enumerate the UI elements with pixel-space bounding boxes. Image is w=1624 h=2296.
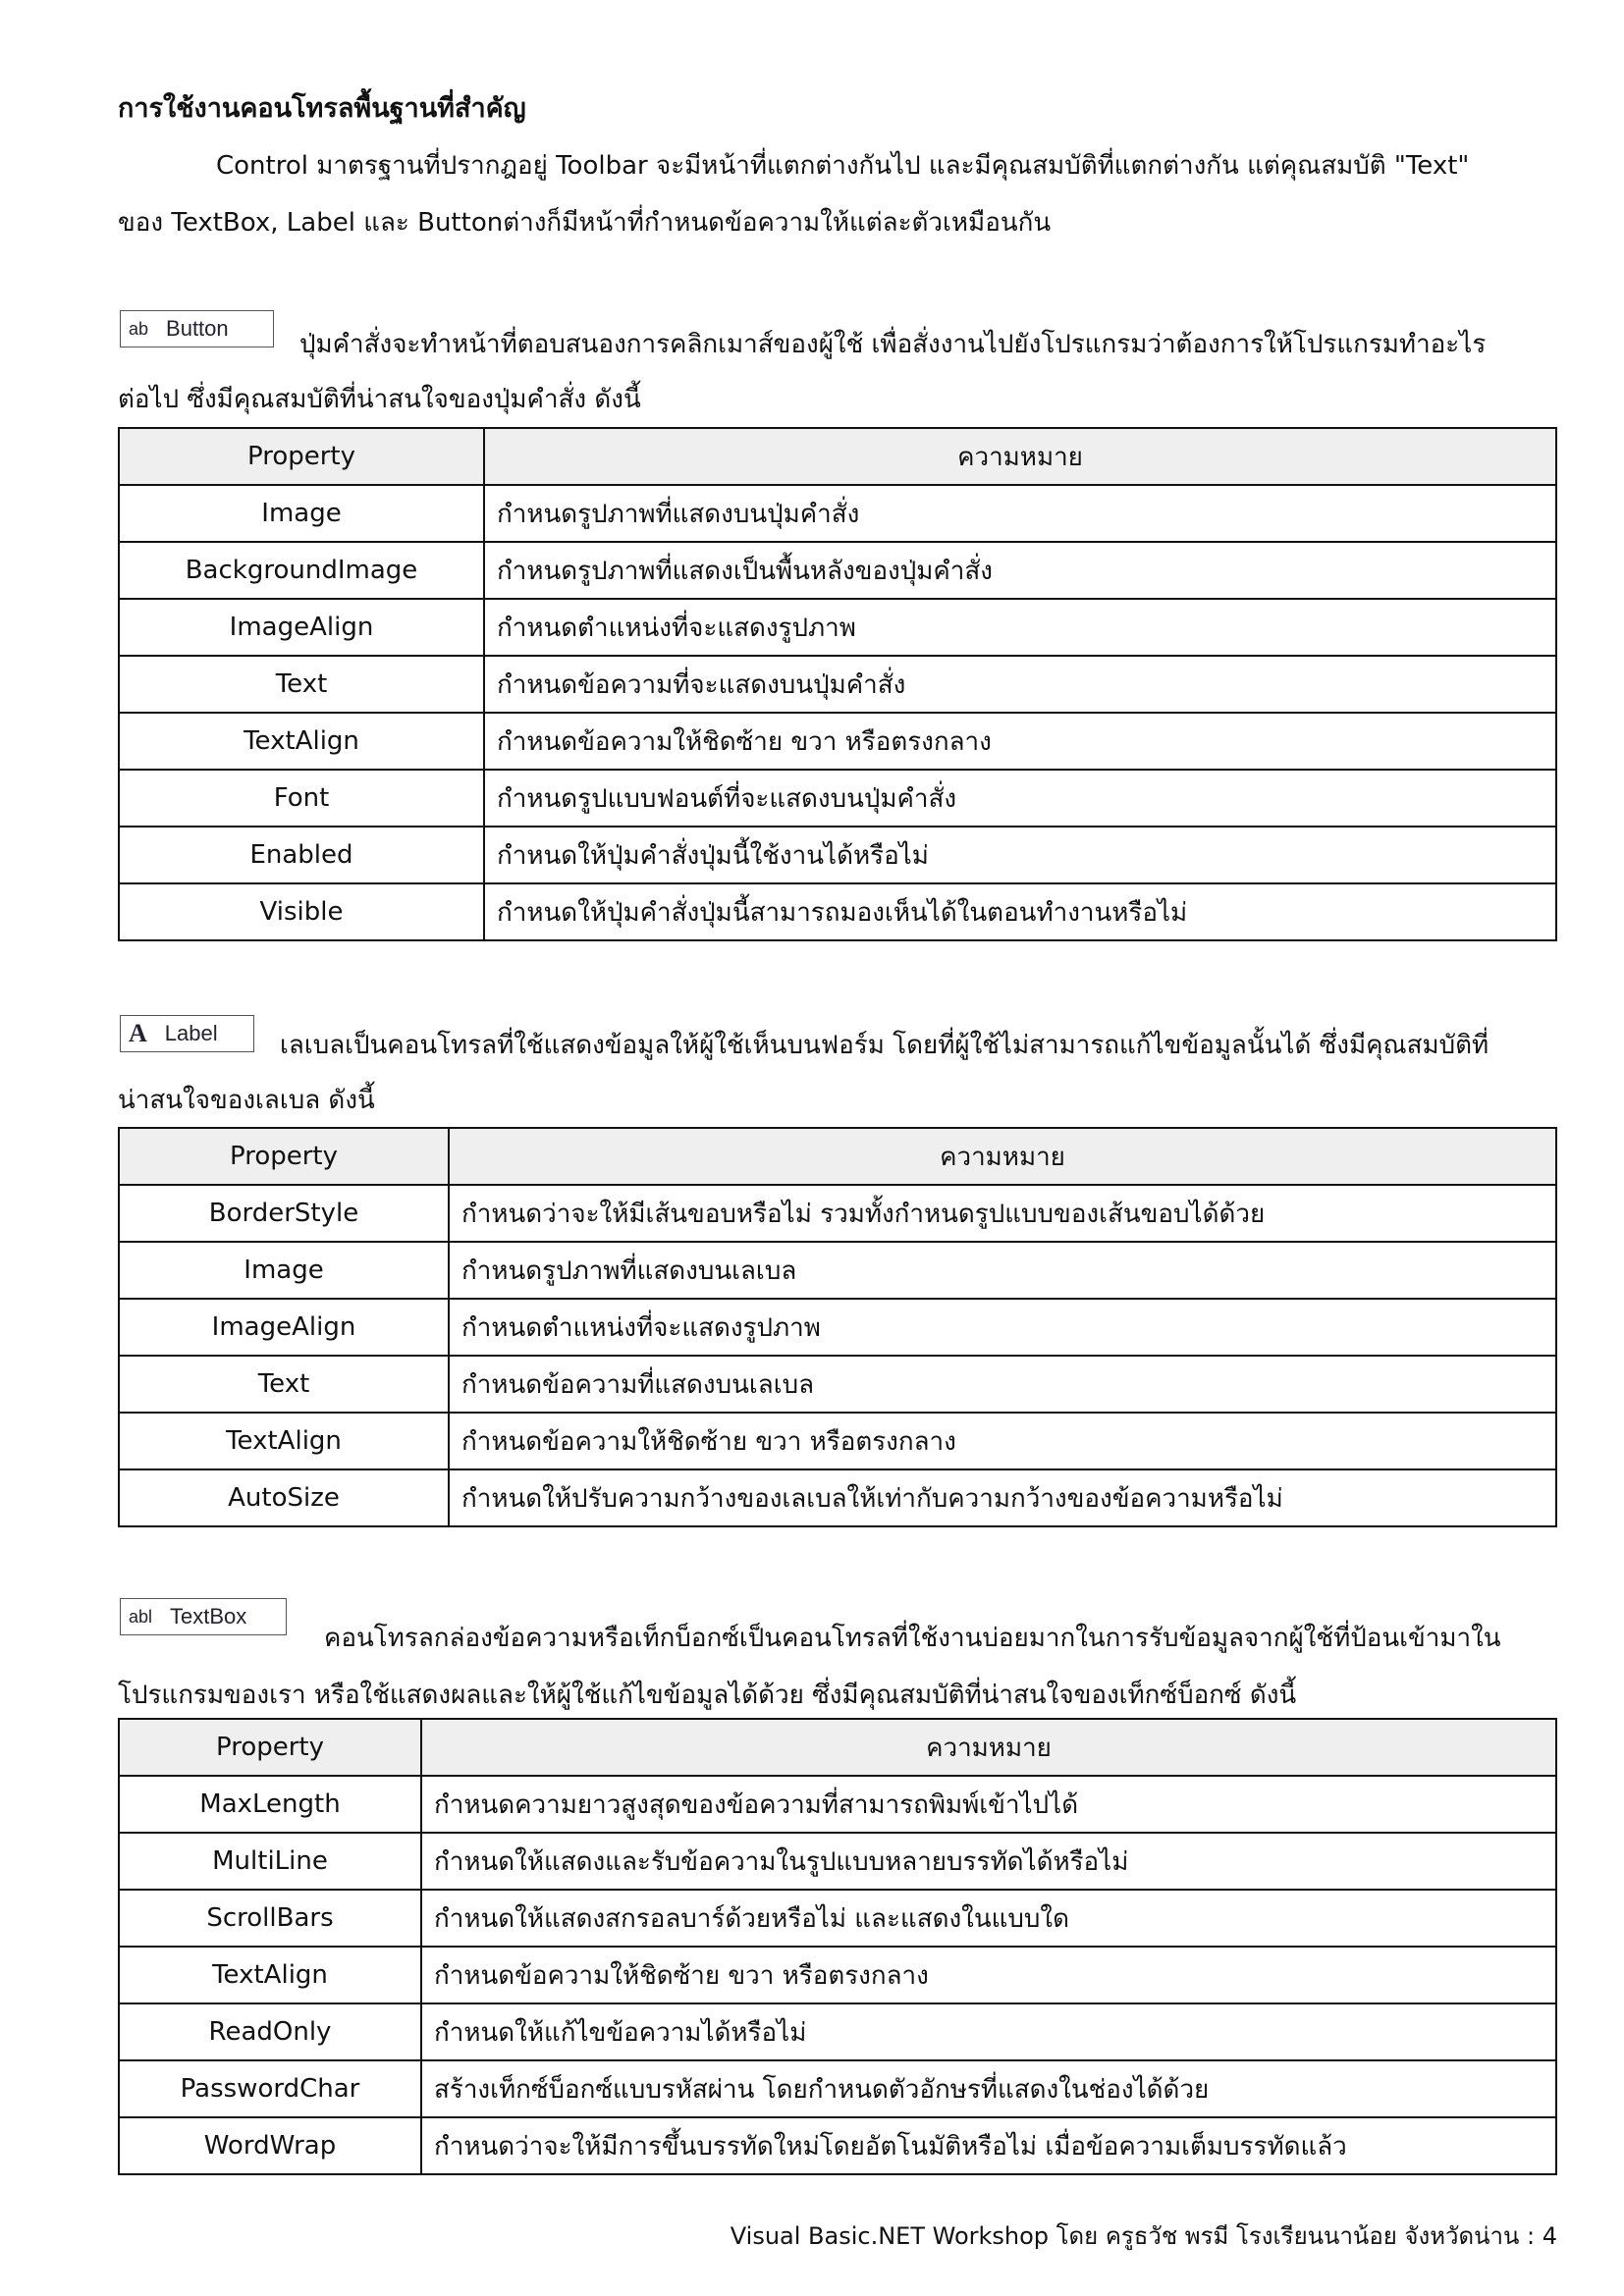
property-name: BackgroundImage: [119, 542, 484, 599]
property-name: Visible: [119, 883, 484, 940]
property-meaning: กำหนดรูปภาพที่แสดงบนเลเบล: [449, 1242, 1556, 1299]
col-header-meaning: ความหมาย: [484, 428, 1556, 485]
table-row: [119, 1299, 1556, 1356]
property-name: MultiLine: [119, 1833, 421, 1890]
property-name: TextAlign: [119, 1947, 421, 2003]
table-row: [119, 599, 1556, 656]
property-meaning: กำหนดข้อความที่แสดงบนเลเบล: [449, 1356, 1556, 1413]
property-name: Text: [119, 1356, 449, 1413]
table-row: [119, 1242, 1556, 1299]
table-row: [119, 485, 1556, 542]
table-row: [119, 2060, 1556, 2117]
table-row: [119, 1413, 1556, 1469]
table-row: [119, 1833, 1556, 1890]
property-name: PasswordChar: [119, 2060, 421, 2117]
table-row: [119, 713, 1556, 770]
property-name: ImageAlign: [119, 1299, 449, 1356]
property-name: Font: [119, 770, 484, 827]
table-header-row: [119, 1128, 1556, 1185]
col-header-property: Property: [119, 1719, 421, 1776]
property-meaning: กำหนดรูปภาพที่แสดงบนปุ่มคำสั่ง: [484, 485, 1556, 542]
property-meaning: กำหนดว่าจะให้มีเส้นขอบหรือไม่ รวมทั้งกำหนดรูปแบบของเส้นขอบได้ด้วย: [449, 1185, 1556, 1242]
table-header-row: [119, 1719, 1556, 1776]
property-name: WordWrap: [119, 2117, 421, 2174]
property-meaning: กำหนดให้แก้ไขข้อความได้หรือไม่: [421, 2003, 1556, 2060]
col-header-meaning: ความหมาย: [449, 1128, 1556, 1185]
property-name: BorderStyle: [119, 1185, 449, 1242]
label-property-table: [118, 1127, 1557, 1527]
property-meaning: กำหนดรูปภาพที่แสดงเป็นพื้นหลังของปุ่มคำสั่ง: [484, 542, 1556, 599]
property-meaning: กำหนดว่าจะให้มีการขึ้นบรรทัดใหม่โดยอัตโนมัติหรือไม่ เมื่อข้อความเต็มบรรทัดแล้ว: [421, 2117, 1556, 2174]
table-row: [119, 827, 1556, 883]
property-meaning: กำหนดข้อความที่จะแสดงบนปุ่มคำสั่ง: [484, 656, 1556, 713]
property-meaning: สร้างเท็กซ์บ็อกซ์แบบรหัสผ่าน โดยกำหนดตัวอักษรที่แสดงในช่องได้ด้วย: [421, 2060, 1556, 2117]
table-row: [119, 770, 1556, 827]
textbox-desc-1: คอนโทรลกล่องข้อความหรือเท็กบ็อกซ์เป็นคอนโทรลที่ใช้งานบ่อยมากในการรับข้อมูลจากผู้ใช้ที่ป้อนเข้ามาใน: [324, 1624, 1501, 1653]
intro-line-2: ของ TextBox, Label และ Buttonต่างก็มีหน้าที่กำหนดข้อความให้แต่ละตัวเหมือนกัน: [118, 208, 1052, 238]
property-name: Image: [119, 485, 484, 542]
property-name: ScrollBars: [119, 1890, 421, 1947]
property-meaning: กำหนดความยาวสูงสุดของข้อความที่สามารถพิมพ์เข้าไปได้: [421, 1776, 1556, 1833]
button-control-icon: ab Button: [120, 310, 274, 347]
property-meaning: กำหนดตำแหน่งที่จะแสดงรูปภาพ: [484, 599, 1556, 656]
table-row: [119, 1185, 1556, 1242]
table-row: [119, 1890, 1556, 1947]
property-name: Text: [119, 656, 484, 713]
button-desc-2: ต่อไป ซึ่งมีคุณสมบัติที่น่าสนใจของปุ่มคำสั่ง ดังนี้: [118, 385, 641, 414]
property-meaning: กำหนดให้แสดงและรับข้อความในรูปแบบหลายบรรทัดได้หรือไม่: [421, 1833, 1556, 1890]
table-row: [119, 542, 1556, 599]
page-footer: Visual Basic.NET Workshop โดย ครูธวัช พรมี โรงเรียนนาน้อย จังหวัดน่าน : 4: [730, 2222, 1557, 2250]
property-name: ReadOnly: [119, 2003, 421, 2060]
property-meaning: กำหนดข้อความให้ชิดซ้าย ขวา หรือตรงกลาง: [484, 713, 1556, 770]
property-name: Image: [119, 1242, 449, 1299]
property-meaning: กำหนดให้ปรับความกว้างของเลเบลให้เท่ากับความกว้างของข้อความหรือไม่: [449, 1469, 1556, 1526]
section-heading: การใช้งานคอนโทรลพื้นฐานที่สำคัญ: [118, 93, 526, 124]
col-header-meaning: ความหมาย: [421, 1719, 1556, 1776]
table-row: [119, 1776, 1556, 1833]
property-meaning: กำหนดให้ปุ่มคำสั่งปุ่มนี้ใช้งานได้หรือไม่: [484, 827, 1556, 883]
property-name: AutoSize: [119, 1469, 449, 1526]
label-desc-1: เลเบลเป็นคอนโทรลที่ใช้แสดงข้อมูลให้ผู้ใช้เห็นบนฟอร์ม โดยที่ผู้ใช้ไม่สามารถแก้ไขข้อมูลนั้นได้ ซึ่งมีคุณสมบัติที่: [280, 1031, 1489, 1060]
label-control-icon: A Label: [120, 1015, 254, 1052]
table-row: [119, 883, 1556, 940]
property-name: Enabled: [119, 827, 484, 883]
label-desc-2: น่าสนใจของเลเบล ดังนี้: [118, 1086, 375, 1115]
table-row: [119, 2117, 1556, 2174]
property-name: TextAlign: [119, 713, 484, 770]
property-name: ImageAlign: [119, 599, 484, 656]
property-meaning: กำหนดตำแหน่งที่จะแสดงรูปภาพ: [449, 1299, 1556, 1356]
button-desc-1: ปุ่มคำสั่งจะทำหน้าที่ตอบสนองการคลิกเมาส์ของผู้ใช้ เพื่อสั่งงานไปยังโปรแกรมว่าต้องการให้โปรแกรมทำอะไร: [299, 330, 1487, 359]
textbox-desc-2: โปรแกรมของเรา หรือใช้แสดงผลและให้ผู้ใช้แก้ไขข้อมูลได้ด้วย ซึ่งมีคุณสมบัติที่น่าสนใจของเท็กซ์บ็อกซ์ ดังนี้: [118, 1681, 1297, 1710]
table-header-row: [119, 428, 1556, 485]
property-meaning: กำหนดให้แสดงสกรอลบาร์ด้วยหรือไม่ และแสดงในแบบใด: [421, 1890, 1556, 1947]
col-header-property: Property: [119, 428, 484, 485]
table-row: [119, 1469, 1556, 1526]
property-name: TextAlign: [119, 1413, 449, 1469]
textbox-property-table: [118, 1718, 1557, 2175]
table-row: [119, 656, 1556, 713]
property-meaning: กำหนดให้ปุ่มคำสั่งปุ่มนี้สามารถมองเห็นได้ในตอนทำงานหรือไม่: [484, 883, 1556, 940]
table-row: [119, 1947, 1556, 2003]
table-row: [119, 2003, 1556, 2060]
button-property-table: [118, 427, 1557, 941]
property-name: MaxLength: [119, 1776, 421, 1833]
col-header-property: Property: [119, 1128, 449, 1185]
table-row: [119, 1356, 1556, 1413]
property-meaning: กำหนดข้อความให้ชิดซ้าย ขวา หรือตรงกลาง: [421, 1947, 1556, 2003]
intro-line-1: Control มาตรฐานที่ปรากฎอยู่ Toolbar จะมีหน้าที่แตกต่างกันไป และมีคุณสมบัติที่แตกต่างกัน แต่คุณสมบัติ "Text": [216, 151, 1470, 181]
property-meaning: กำหนดข้อความให้ชิดซ้าย ขวา หรือตรงกลาง: [449, 1413, 1556, 1469]
property-meaning: กำหนดรูปแบบฟอนต์ที่จะแสดงบนปุ่มคำสั่ง: [484, 770, 1556, 827]
textbox-control-icon: abl TextBox: [120, 1598, 287, 1635]
